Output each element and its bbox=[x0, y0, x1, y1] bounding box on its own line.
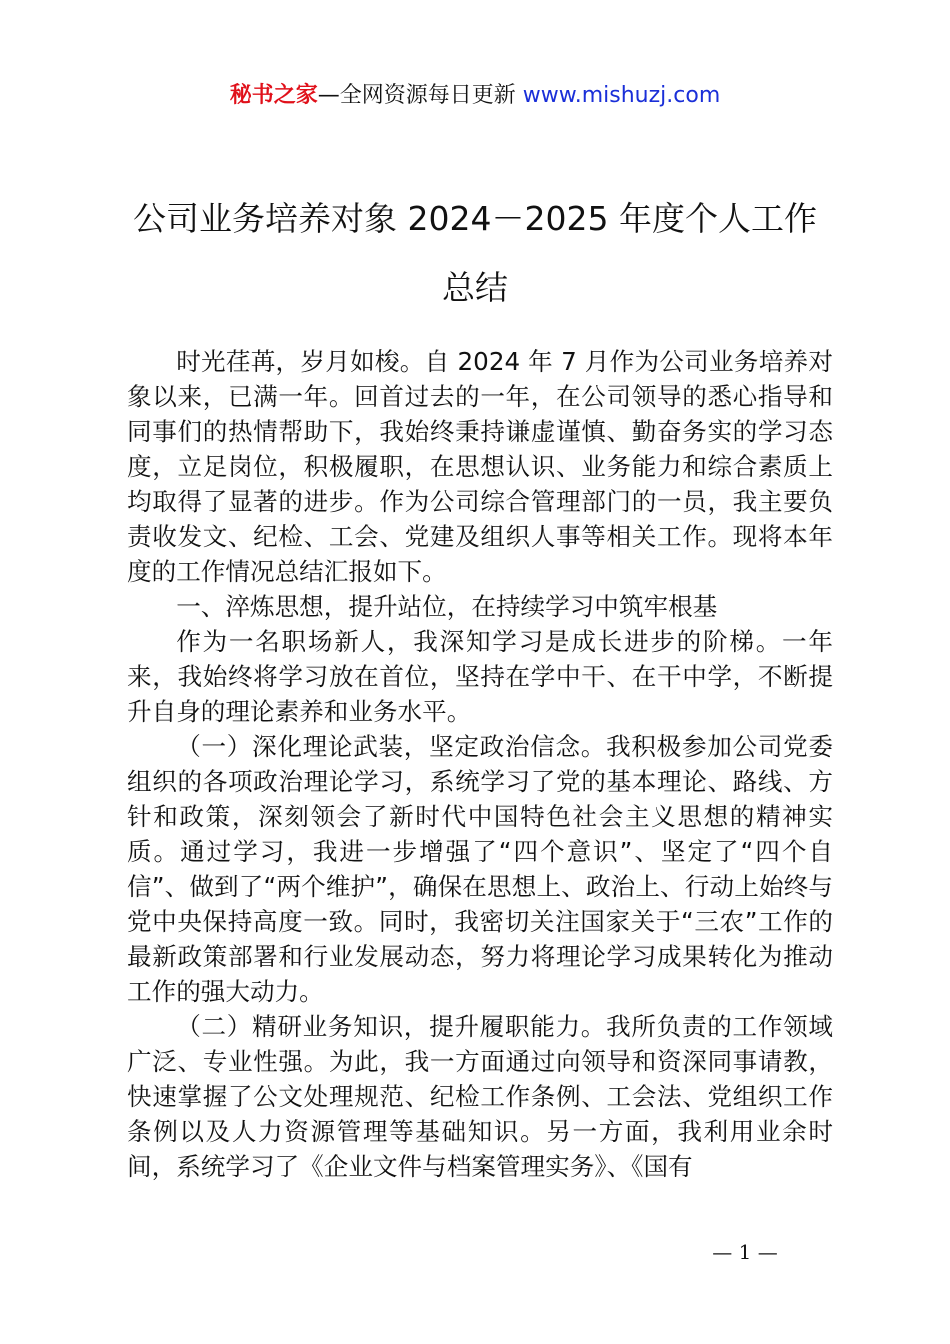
section-heading-1: 一、淬炼思想，提升站位，在持续学习中筑牢根基 bbox=[176, 592, 718, 621]
body-paragraph-subsection-1: （一）深化理论武装，坚定政治信念。我积极参加公司党委组织的各项政治理论学习，系统学习了党的基本理论、路线、方针和政策，深刻领会了新时代中国特色社会主义思想的精神实质。通过学习，我进一步增强了“四个意识”、坚定了“四个自信”、做到了“两个维护”，确保在思想上、政治上、行动上始终与党中央保持高度一致。同时，我密切关注国家关于“三农”工作的最新政策部署和行业发展动态，努力将理论学习成果转化为推动工作的强大动力。 bbox=[127, 732, 833, 1006]
document-body bbox=[127, 344, 833, 1184]
banner-site-link[interactable]: www.mishuzj.com bbox=[522, 83, 721, 108]
page-number: — 1 — bbox=[712, 1240, 778, 1264]
banner-tagline: —全网资源每日更新 bbox=[317, 83, 523, 108]
body-paragraph-intro: 时光荏苒，岁月如梭。自 2024 年 7 月作为公司业务培养对象以来，已满一年。回首过去的一年，在公司领导的悉心指导和同事们的热情帮助下，我始终秉持谦虚谨慎、勤奋务实的学习态度，立足岗位，积极履职，在思想认识、业务能力和综合素质上均取得了显著的进步。作为公司综合管理部门的一员，我主要负责收发文、纪检、工会、党建及组织人事等相关工作。现将本年度的工作情况总结汇报如下。 bbox=[127, 347, 833, 586]
site-banner bbox=[0, 80, 950, 112]
body-paragraph-subsection-2: （二）精研业务知识，提升履职能力。我所负责的工作领域广泛、专业性强。为此，我一方面通过向领导和资深同事请教，快速掌握了公文处理规范、纪检工作条例、工会法、党组织工作条例以及人力资源管理等基础知识。另一方面，我利用业余时间，系统学习了《企业文件与档案管理实务》、《国有 bbox=[127, 1012, 833, 1181]
banner-brand: 秘书之家 bbox=[229, 83, 318, 108]
body-paragraph-section-1: 作为一名职场新人，我深知学习是成长进步的阶梯。一年来，我始终将学习放在首位，坚持在学中干、在干中学，不断提升自身的理论素养和业务水平。 bbox=[127, 627, 833, 726]
title-line-2: 总结 bbox=[442, 268, 508, 307]
title-line-1: 公司业务培养对象 2024－2025 年度个人工作 bbox=[133, 199, 817, 238]
document-title bbox=[120, 184, 830, 322]
